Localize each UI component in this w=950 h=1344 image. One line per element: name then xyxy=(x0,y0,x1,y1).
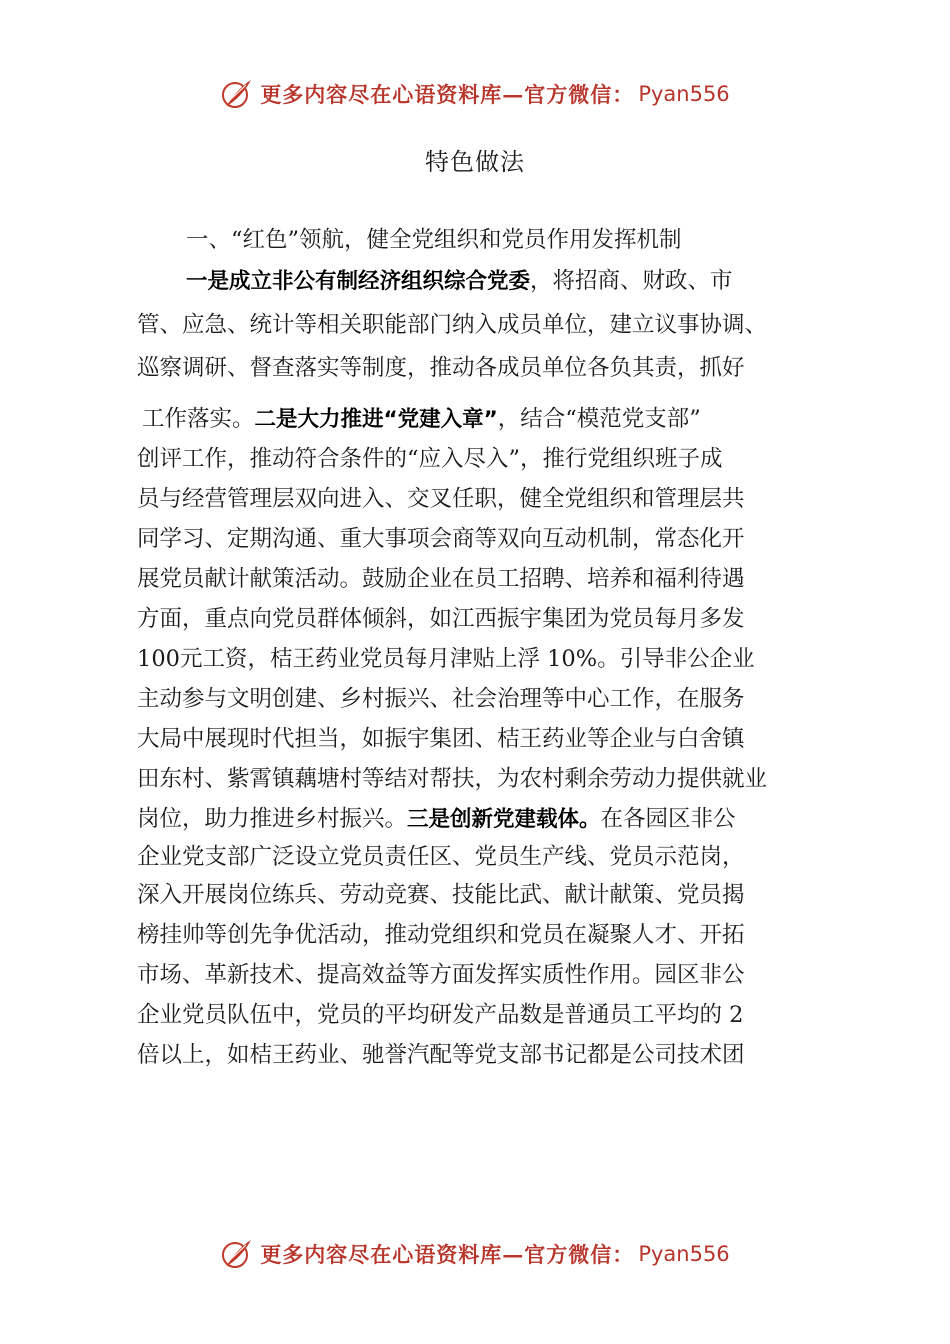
footer-watermark-banner xyxy=(0,1234,950,1274)
body-line xyxy=(137,314,767,337)
body-line xyxy=(137,608,745,631)
body-line xyxy=(137,924,745,947)
body-text-run: 市场、革新技术、提高效益等方面发挥实质性作用。园区非公 xyxy=(137,962,745,988)
body-line xyxy=(137,488,745,511)
body-line xyxy=(137,688,745,711)
body-text-run: 同学习、定期沟通、重大事项会商等双向互动机制，常态化开 xyxy=(137,526,745,552)
watermark-wechat-id: Pyan556 xyxy=(638,1242,730,1266)
body-line xyxy=(137,1004,743,1027)
body-line xyxy=(137,648,755,671)
body-line xyxy=(137,1044,745,1067)
body-text-run: 在各园区非公 xyxy=(600,806,736,832)
body-text-run: 主动参与文明创建、乡村振兴、社会治理等中心工作，在服务 xyxy=(137,686,745,712)
body-text-run: 100元工资，桔王药业党员每月津贴上浮 10%。引导非公企业 xyxy=(137,646,755,672)
emphasis-phrase: 二是大力推进“党建入章” xyxy=(254,407,498,432)
body-text-run: 深入开展岗位练兵、劳动竞赛、技能比武、献计献策、党员揭 xyxy=(137,882,745,908)
body-line xyxy=(137,884,745,907)
body-text-run: 方面，重点向党员群体倾斜，如江西振宇集团为党员每月多发 xyxy=(137,606,745,632)
body-text-run: 岗位，助力推进乡村振兴。 xyxy=(137,806,408,832)
body-text-run: ，将招商、财政、市 xyxy=(530,268,733,294)
body-text-run: 巡察调研、督查落实等制度，推动各成员单位各负其责，抓好 xyxy=(137,355,745,381)
body-line xyxy=(137,846,745,869)
body-line xyxy=(137,357,745,380)
body-line xyxy=(137,568,745,591)
section-heading: 一、“红色”领航，健全党组织和党员作用发挥机制 xyxy=(186,227,682,253)
body-text-run: ，结合“模范党支部” xyxy=(497,406,701,432)
body-text-run: 企业党员队伍中，党员的平均研发产品数是普通员工平均的 2 xyxy=(137,1002,744,1028)
quill-logo-icon xyxy=(220,77,254,111)
body-line xyxy=(137,768,767,791)
body-line xyxy=(186,270,733,293)
body-text-run: 管、应急、统计等相关职能部门纳入成员单位，建立议事协调、 xyxy=(137,312,768,338)
body-text-run: 企业党支部广泛设立党员责任区、党员生产线、党员示范岗， xyxy=(137,844,745,870)
document-title: 特色做法 xyxy=(425,148,525,176)
watermark-wechat-id: Pyan556 xyxy=(638,82,730,106)
body-text-run: 田东村、紫霄镇藕塘村等结对帮扶，为农村剩余劳动力提供就业 xyxy=(137,766,768,792)
body-text-run: 员与经营管理层双向进入、交叉任职，健全党组织和管理层共 xyxy=(137,486,745,512)
body-text-run: 工作落实。 xyxy=(142,406,255,432)
body-line xyxy=(137,448,723,471)
body-text-run: 大局中展现时代担当，如振宇集团、桔王药业等企业与白舍镇 xyxy=(137,726,745,752)
watermark-text: 更多内容尽在心语资料库—官方微信： xyxy=(260,82,635,107)
emphasis-phrase: 一是成立非公有制经济组织综合党委 xyxy=(186,269,531,294)
body-text-run: 创评工作，推动符合条件的“应入尽入”，推行党组织班子成 xyxy=(137,446,723,472)
header-watermark-banner xyxy=(0,74,950,114)
body-line xyxy=(137,528,745,551)
body-text-run: 榜挂帅等创先争优活动，推动党组织和党员在凝聚人才、开拓 xyxy=(137,922,745,948)
body-text-run: 展党员献计献策活动。鼓励企业在员工招聘、培养和福利待遇 xyxy=(137,566,745,592)
quill-logo-icon xyxy=(220,1237,254,1271)
body-line xyxy=(137,964,745,987)
watermark-text: 更多内容尽在心语资料库—官方微信： xyxy=(260,1242,635,1267)
body-line xyxy=(137,728,745,751)
body-line xyxy=(142,408,701,431)
body-line xyxy=(137,808,736,831)
body-text-run: 倍以上，如桔王药业、驰誉汽配等党支部书记都是公司技术团 xyxy=(137,1042,745,1068)
emphasis-phrase: 三是创新党建载体。 xyxy=(407,807,601,832)
